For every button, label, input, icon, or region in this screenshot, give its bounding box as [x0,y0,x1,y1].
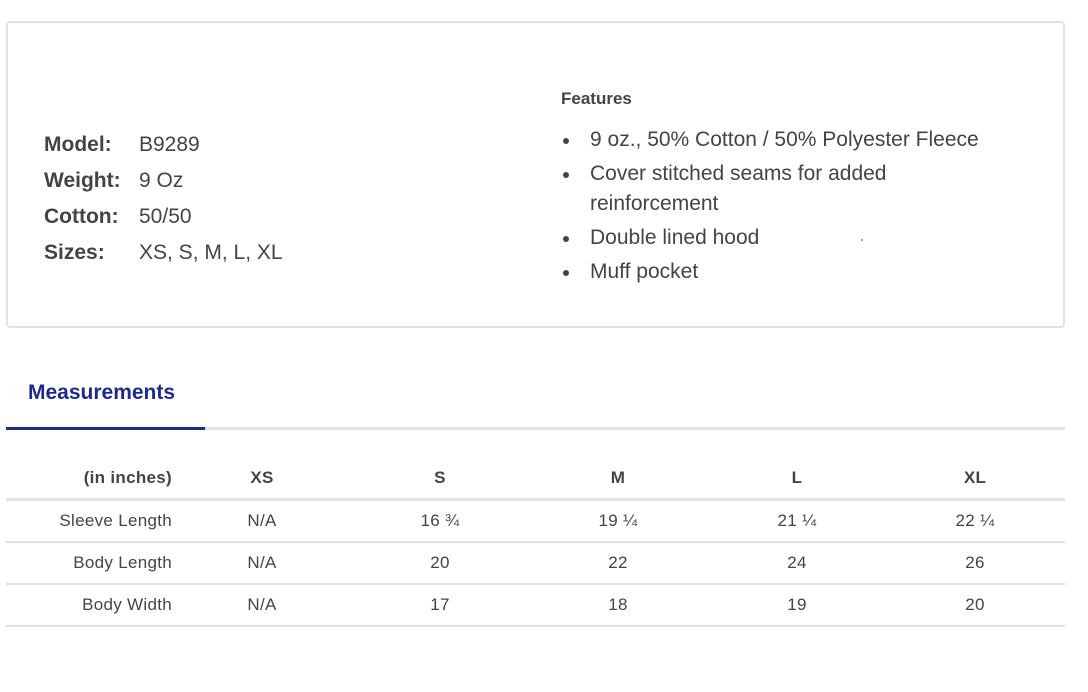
spec-label: Weight: [44,169,121,192]
header-cell: M [610,468,626,487]
spec-row-cotton [44,199,283,235]
spec-label: Cotton: [44,205,119,228]
features-section [560,89,1020,291]
features-list [560,125,1020,287]
table-row [6,501,1065,543]
spec-row-model [44,127,283,163]
spec-list [44,127,283,271]
bullet-icon [563,138,569,144]
table-cell: 20 [430,553,450,572]
row-label: Body Width [82,595,172,614]
spec-label: Model: [44,133,112,156]
table-cell: 20 [965,595,985,614]
product-info-card [6,21,1065,328]
row-cells [178,543,1065,583]
list-item [560,125,1020,155]
features-title: Features [561,89,632,108]
bullet-icon [563,172,569,178]
table-cell: 22 [608,553,628,572]
table-cell: 16 ¾ [420,511,460,530]
feature-text: Cover stitched seams for added reinforcement [590,162,887,215]
table-cell: 21 ¼ [777,511,817,530]
header-cell: L [791,468,803,487]
header-cell: XL [963,468,987,487]
list-item [560,159,1020,219]
table-cell: 24 [787,553,807,572]
row-label: Body Length [73,553,172,572]
spec-value: 9 Oz [139,169,184,192]
row-cells [178,585,1065,625]
table-cell: 19 ¼ [598,511,638,530]
spec-value: 50/50 [139,205,192,228]
table-cell: N/A [247,553,277,572]
spec-value: B9289 [139,133,200,156]
header-cell: (in inches) [83,468,172,487]
table-row [6,585,1065,627]
measurements-table [6,458,1065,627]
spec-value: XS, S, M, L, XL [139,241,283,264]
row-cells [178,501,1065,541]
table-cell: N/A [247,511,277,530]
row-label: Sleeve Length [59,511,172,530]
table-header-row [6,458,1065,501]
table-cell: 18 [608,595,628,614]
spec-row-weight [44,163,283,199]
header-cell: S [434,468,446,487]
header-cell: XS [250,468,274,487]
list-item [560,223,1020,253]
bullet-icon [563,236,569,242]
spec-row-sizes [44,235,283,271]
row-cells [178,458,1065,498]
stray-dot [861,239,863,241]
spec-label: Sizes: [44,241,105,264]
table-cell: 19 [787,595,807,614]
list-item [560,257,1020,287]
feature-text: Double lined hood [590,226,760,249]
table-cell: 26 [965,553,985,572]
table-cell: 22 ¼ [955,511,995,530]
feature-text: 9 oz., 50% Cotton / 50% Polyester Fleece [590,128,979,151]
bullet-icon [563,270,569,276]
feature-text: Muff pocket [590,260,699,283]
tab-measurements[interactable]: Measurements [6,380,205,430]
table-cell: N/A [247,595,277,614]
table-row [6,543,1065,585]
table-cell: 17 [430,595,450,614]
tab-bar [6,380,1065,430]
